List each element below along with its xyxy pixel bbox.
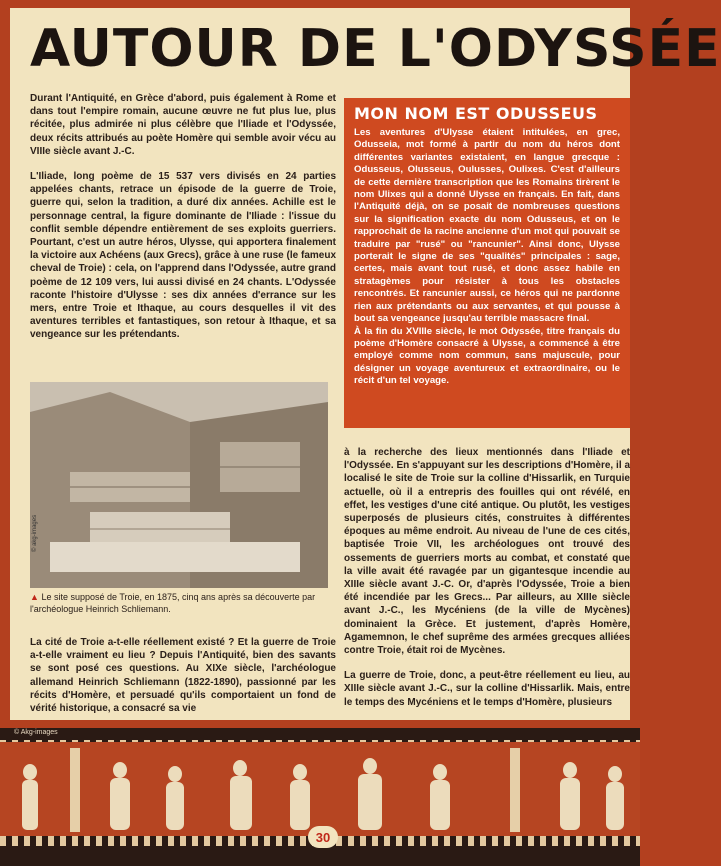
sidebar-title: MON NOM EST ODUSSEUS	[354, 104, 598, 123]
right-bottom-paragraph-1: à la recherche des lieux mentionnés dans l'Iliade et l'Odyssée. En s'appuyant sur les descriptions d'Homère, il a localisé le site de Troie sur la colline d'Hissarlik, en Turquie actuelle, où il a entrepris des fouilles qui ont révélé, en effet, les vestiges d'une cité antique. Ou plutôt, les vestiges superposés de plusieurs cités, construites à différentes époques au même endroit. Au niveau de l'une de ces cités, baptisée Troie VII, les archéologues ont trouvé des ossements de guerriers morts au combat, et constaté que la ville avait été ravagée par un gigantesque incendie au XIIIe siècle avant J.-C. Or, d'après l'Odyssée, Troie a bien été incendiée par les Grecs... Par ailleurs, au XIIIe siècle avant J.-C., les Mycéniens (de la ville de Mycènes) dominaient la Grèce. Et justement, d'après Homère, Agamemnon, le chef suprême des armées grecques alliées contre Troie, était roi de Mycènes.	[344, 447, 630, 657]
sidebar-paragraph-2: À la fin du XVIIIe siècle, le mot Odyssée, titre français du poème d'Homère consacré à Ulysse, a commencé à être employé comme nom commun, sans majuscule, pour désigner un voyage aventureux et extraordinaire, ou le récit d'un tel voyage.	[354, 325, 620, 387]
page-number-badge	[308, 826, 338, 848]
frieze-figures-illustration	[0, 742, 640, 836]
photo-credit: © akg-images	[32, 514, 38, 552]
left-bottom-paragraph: La cité de Troie a-t-elle réellement existé ? Et la guerre de Troie a-t-elle vraiment eu lieu ? Depuis l'Antiquité, bien des savants se sont posé ces questions. Au XIXe siècle, l'archéologue allemand Heinrich Schliemann (1822-1890), passionné par les récits d'Homère, et persuadé qu'ils comportaient un fond de vérité historique, a consacré sa vie	[30, 637, 336, 715]
intro-column	[30, 92, 336, 354]
page-number: 30	[315, 829, 331, 845]
right-bottom-paragraph-2: La guerre de Troie, donc, a peut-être réellement eu lieu, au XIIIe siècle avant J.-C., sur la colline d'Hissarlik. Mais, entre le temps des Mycéniens et le temps d'Homère, plusieurs	[344, 670, 630, 708]
caption-triangle-icon: ▲	[30, 592, 39, 602]
caption-text: Le site supposé de Troie, en 1875, cinq ans après sa découverte par l'archéologue Heinrich Schliemann.	[30, 592, 316, 614]
page-title: AUTOUR DE L'ODYSSÉE	[30, 19, 721, 79]
left-bottom-column	[30, 636, 336, 727]
greek-frieze	[0, 742, 640, 836]
troy-site-photo	[30, 382, 328, 588]
intro-paragraph-1: Durant l'Antiquité, en Grèce d'abord, puis également à Rome et dans tout l'empire romain, aucune œuvre ne fut plus lue, plus récitée, plus admirée ni plus célèbre que l'Iliade et l'Odyssée, deux récits attribués au poète Homère qui semble avoir vécu au VIIIe siècle avant J.-C.	[30, 93, 336, 157]
right-bottom-column	[344, 446, 630, 721]
frieze-credit: © Akg-images	[14, 729, 58, 736]
sidebar-paragraph-1: Les aventures d'Ulysse étaient intitulées, en grec, Odusseia, mot formé à partir du nom du héros dont différentes variantes existaient, en langue grecque : Odusseus, Olusseus, Oulusses, Oulixes. C'est d'ailleurs de cette dernière transcription que les Romains tirèrent le nom Ulixes qui a donné Ulysse en français. En fait, dans l'Antiquité déjà, on se posait de nombreuses questions sur la signification exacte du nom Odusseus, et on le rapprochait de la racine ancienne d'un mot qui pouvait se traduire par "rusé" ou "rancunier". Ainsi donc, Ulysse porterait le signe de ses "qualités" principales : sage, certes, mais avant tout rusé, et donc assez habile en stratagèmes pour résister à tous les obstacles rencontrés. Et rancunier aussi, ce héros qui ne pardonne rien aux prétendants ou aux servantes, et qui pousse à bout sa vengeance jusqu'au terrible massacre final.	[354, 127, 620, 325]
sidebar-box	[344, 98, 630, 428]
page	[10, 8, 721, 720]
ruins-illustration	[30, 382, 328, 588]
intro-paragraph-2: L'Iliade, long poème de 15 537 vers divisés en 24 parties appelées chants, retrace un épisode de la guerre de Troie, guerre qui, selon la tradition, a duré dix années. Achille est le personnage central, la figure dominante de l'Iliade : l'issue du conflit semble dépendre entièrement de ses exploits guerriers. Pourtant, c'est un autre héros, Ulysse, qui apportera finalement la victoire aux Achéens (aux Grecs), grâce à une ruse (le fameux cheval de Troie) : cela, on l'apprend dans l'Odyssée, autre grand poème de 12 109 vers, lui aussi divisé en 24 chants. L'Odyssée raconte l'histoire d'Ulysse : ses dix années d'errance sur les mers, entre Troie et Ithaque, au cours desquelles il vit des aventures terribles et fantastiques, son retour à Ithaque, et sa vengeance sur les prétendants.	[30, 171, 336, 341]
photo-caption	[30, 592, 328, 615]
